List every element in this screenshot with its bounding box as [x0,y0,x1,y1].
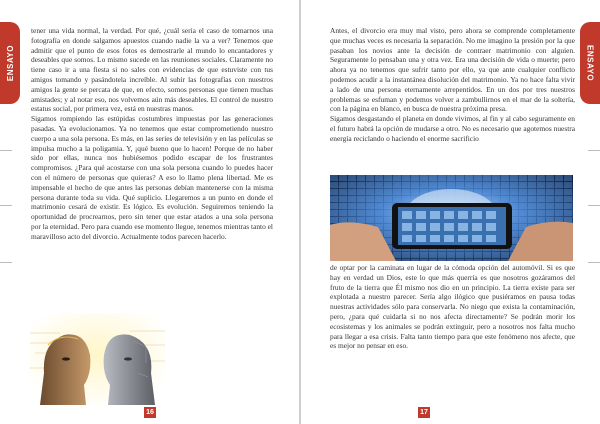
page-number: 17 [418,407,430,418]
left-page-body [31,26,273,242]
robot-heads-illustration [30,313,165,405]
right-page [301,0,600,424]
section-tab: ENSAYO [580,22,600,104]
right-page-body-top [330,26,575,144]
phone-photo-wall-illustration [330,175,573,261]
page-edge-mark [0,205,12,206]
page-edge-mark [0,150,12,151]
page-edge-mark [588,205,600,206]
page-edge-mark [0,262,12,263]
left-page [0,0,299,424]
paragraph: Sigamos desgastando el planeta en donde vivimos, al fin y al cabo seguramente en el futuro habrá la opción de mudarse a otro. No es necesario que agotemos nuestra energía reciclando o haciendo el enorme sacrificio [330,114,575,143]
right-page-body-bottom [330,263,575,351]
paragraph: de optar por la caminata en lugar de la cómoda opción del automóvil. Si es que hay en verdad un Dios, este lo que más querría es que nosotros gozáramos del fruto de la tierra que Él mismo nos dio en un principio. La tierra existe para ser explotada a nuestro parecer. Sería algo ilógico que pusiéramos en pausa todas nuestras actividades sólo para conservarla. No niego que exista la contaminación, pero, ¿para qué cuidarla si no nos afecta directamente? Se podrán morir los ecosistemas y los animales se podrán extinguir, pero a nosotros nos falta mucho para llegar a esa crisis. Falta tanto tiempo para que este fenómeno nos afecte, que es mejor no pensar en eso. [330,263,575,351]
page-number: 16 [144,407,156,418]
section-tab: ENSAYO [0,22,20,104]
paragraph: tener una vida normal, la verdad. Por qué, ¿cuál sería el caso de tomarnos una fotografía en donde salgamos apuestos cuando nadie la va a ver? Tenemos que admitir que el punto de esos fotos es demostrarle al mundo lo encantadores y deseables que somos. Lo mismo sucede en las reuniones sociales. Claramente no tiene caso ir a una fiesta si no sales con evidencias de que estuviste con tus amigos tomando y pasándotela increíble. Al subir las fotografías con nuestros amigos la gente se percata de que, en efecto, somos personas que tienen muchas amistades; y al notar eso, nos volvemos aún más deseables. El control de nuestro estatus social, por primera vez, está en nuestras manos. [31,26,273,114]
paragraph: Sigamos rompiendo las estúpidas costumbres impuestas por las generaciones pasadas. Ya evolucionamos. Ya no tenemos que estar comprometiendo nuestro cuerpo a una sola persona. Es más, en las series de televisión y en las películas se impulsa mucho a la poligamia. Y, ¡qué bueno que lo hacen! Porque de no haber sido por ellas, nunca nos hubiésemos podido escapar de los frustrantes compromisos. ¿Para qué acostarse con una sola persona cuando lo puedes hacer con el número de personas que quieras? A eso lo llamo plena libertad. Me es impensable el hecho de que antes las personas debían mantenerse con la misma persona durante toda su vida. Qué suplicio. Llegaremos a un punto en donde el matrimonio cesará de existir. Es lógico. Es evolución. Seguiremos teniendo la oportunidad de procrearnos, pero sin tener que estar atados a una sola persona por la eternidad. Pero para cuando ese momento llegue, tenemos mientras tanto el maravilloso acto del divorcio. Actualmente todos parecen hacerlo. [31,114,273,241]
page-edge-mark [588,262,600,263]
page-edge-mark [588,150,600,151]
paragraph: Antes, el divorcio era muy mal visto, pero ahora se comprende completamente que muchas veces es necesaria la separación. No me imagino la presión por la que pasaban los novios ante la decisión de contraer matrimonio con alguien. Seguramente lo pensaban una y otra vez. Era una decisión de vida o muerte; pero ahora ya no tenemos que sufrir tanto por ello, ya que ante cualquier conflicto podemos acudir a la instantánea disolución del matrimonio. Ya no hace falta vivir a lado de una persona eternamente arrepentidos. En un dos por tres nuestros problemas se esfuman y podemos volver a zambullirnos en el mar de la soltería, con la página en blanco, en busca de nuestra próxima presa. [330,26,575,114]
